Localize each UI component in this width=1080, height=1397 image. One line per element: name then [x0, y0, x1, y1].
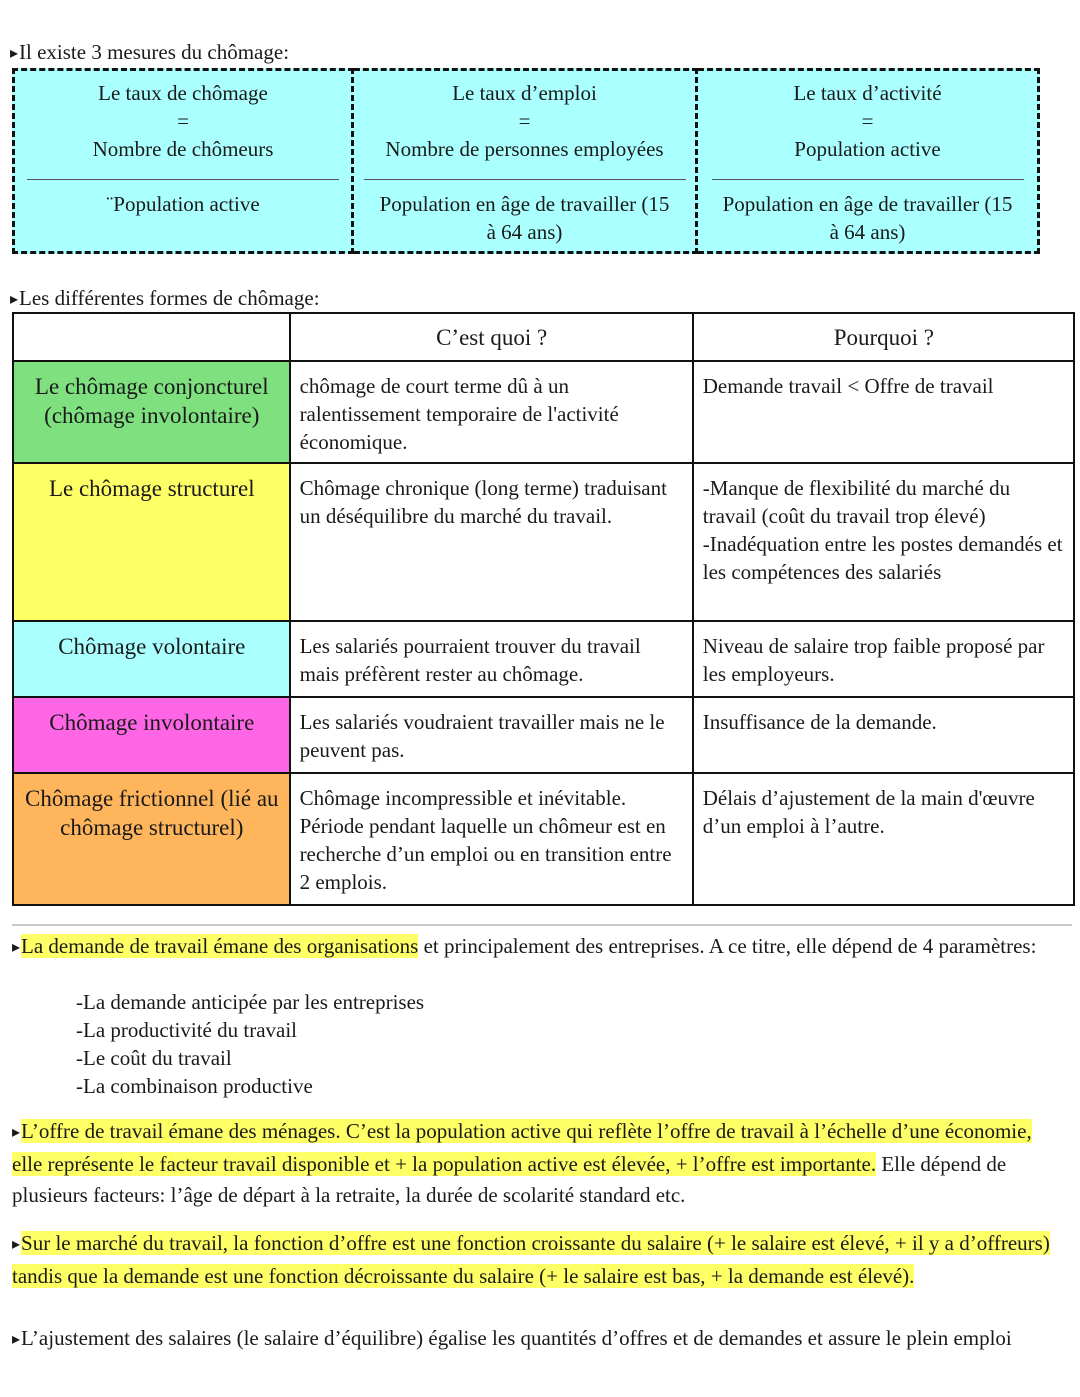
bullet-icon: ▸ — [12, 1124, 21, 1141]
measure-box-employment-rate — [354, 68, 698, 254]
list-item: -La demande anticipée par les entreprises — [76, 990, 425, 1014]
row-why: Niveau de salaire trop faible proposé par les employeurs. — [693, 621, 1074, 697]
measure-denominator-2: à 64 ans) — [829, 220, 906, 244]
forms-heading-text: Les différentes formes de chômage: — [19, 286, 320, 310]
supply-highlight: L’offre de travail émane des ménages. C’est la population active qui reflète l’offre de travail à l’échelle d’une économie, elle représente le facteur travail disponible et + la population active est élevée, + l’offre est importante. — [12, 1119, 1032, 1176]
table-header-row — [13, 313, 1074, 361]
table-row — [13, 697, 1074, 773]
row-label-frictionnel: Chômage frictionnel (lié au chômage structurel) — [13, 773, 290, 905]
measure-numerator: Nombre de chômeurs — [92, 137, 274, 161]
table-row — [13, 463, 1074, 621]
what-line: Période pendant laquelle un chômeur est en recherche d’un emploi ou en transition entre 2 emplois. — [299, 814, 672, 894]
what-line: Chômage incompressible et inévitable. — [299, 786, 627, 810]
unemployment-forms-table — [12, 312, 1075, 906]
table-header-what: C’est quoi ? — [290, 313, 693, 361]
row-why: Délais d’ajustement de la main d'œuvre d’un emploi à l’autre. — [693, 773, 1074, 905]
market-paragraph — [12, 1228, 1062, 1292]
list-item: -La productivité du travail — [76, 1018, 298, 1042]
measure-title: Le taux d’emploi — [452, 81, 597, 105]
why-line: -Manque de flexibilité du marché du travail (coût du travail trop élevé) — [702, 476, 1011, 528]
fraction-line — [364, 179, 686, 180]
market-highlight: Sur le marché du travail, la fonction d’offre est une fonction croissante du salaire (+ le salaire est élevé, + il y a d’offreurs) tandis que la demande est une fonction décroissante du salaire (+ le salaire est bas, + la demande est élevé). — [12, 1231, 1050, 1288]
measure-equals: = — [518, 109, 531, 133]
list-item: -Le coût du travail — [76, 1046, 232, 1070]
bullet-icon: ▸ — [10, 291, 19, 308]
bullet-icon: ▸ — [12, 939, 21, 956]
measure-equals: = — [861, 109, 874, 133]
bullet-icon: ▸ — [12, 1236, 21, 1253]
fraction-line — [712, 179, 1024, 180]
row-label-conjoncturel: Le chômage conjoncturel (chômage involontaire) — [13, 361, 290, 463]
table-header-empty — [13, 313, 290, 361]
row-label-involontaire: Chômage involontaire — [13, 697, 290, 773]
why-line: -Inadéquation entre les postes demandés et les compétences des salariés — [702, 532, 1063, 584]
measure-denominator: ¨Population active — [106, 192, 260, 216]
row-what: Les salariés pourraient trouver du travail mais préfèrent rester au chômage. — [290, 621, 693, 697]
row-what — [290, 773, 693, 905]
measure-equals: = — [177, 109, 189, 133]
adjust-paragraph — [12, 1324, 1062, 1354]
table-header-why: Pourquoi ? — [693, 313, 1074, 361]
measures-heading-text: Il existe 3 mesures du chômage: — [19, 40, 290, 64]
measure-numerator: Nombre de personnes employées — [385, 137, 664, 161]
table-row — [13, 621, 1074, 697]
row-what: chômage de court terme dû à un ralentissement temporaire de l'activité économique. — [290, 361, 693, 463]
bullet-icon: ▸ — [10, 45, 19, 62]
supply-rest: Elle dépend de plusieurs facteurs: l’âge de départ à la retraite, la durée de scolarité standard etc. — [12, 1151, 1007, 1207]
row-what: Les salariés voudraient travailler mais ne le peuvent pas. — [290, 697, 693, 773]
demand-rest: et principalement des entreprises. A ce titre, elle dépend de 4 paramètres: — [418, 934, 1037, 958]
row-why — [693, 463, 1074, 621]
measure-box-unemployment-rate — [12, 68, 354, 254]
measure-denominator-1: Population en âge de travailler (15 — [722, 192, 1013, 216]
row-why: Insuffisance de la demande. — [693, 697, 1074, 773]
row-label-structurel: Le chômage structurel — [13, 463, 290, 621]
bullet-icon: ▸ — [12, 1331, 21, 1348]
table-row — [13, 361, 1074, 463]
measure-denominator-1: Population en âge de travailler (15 — [379, 192, 670, 216]
list-item: -La combinaison productive — [76, 1074, 313, 1098]
demand-list — [76, 988, 424, 1100]
supply-paragraph — [12, 1116, 1062, 1212]
section-divider — [12, 924, 1072, 926]
forms-heading — [10, 284, 320, 314]
measure-box-activity-rate — [698, 68, 1040, 254]
table-row — [13, 773, 1074, 905]
measure-numerator: Population active — [794, 137, 941, 161]
fraction-line — [27, 179, 339, 180]
demand-paragraph — [12, 932, 1062, 962]
measure-title: Le taux d’activité — [793, 81, 942, 105]
row-what: Chômage chronique (long terme) traduisant un déséquilibre du marché du travail. — [290, 463, 693, 621]
row-label-volontaire: Chômage volontaire — [13, 621, 290, 697]
demand-highlight: La demande de travail émane des organisations — [21, 934, 419, 958]
row-why: Demande travail < Offre de travail — [693, 361, 1074, 463]
measure-title: Le taux de chômage — [98, 81, 268, 105]
measure-denominator-2: à 64 ans) — [486, 220, 563, 244]
measures-heading — [10, 38, 289, 68]
adjust-text: L’ajustement des salaires (le salaire d’équilibre) égalise les quantités d’offres et de demandes et assure le plein emploi — [21, 1326, 1012, 1350]
